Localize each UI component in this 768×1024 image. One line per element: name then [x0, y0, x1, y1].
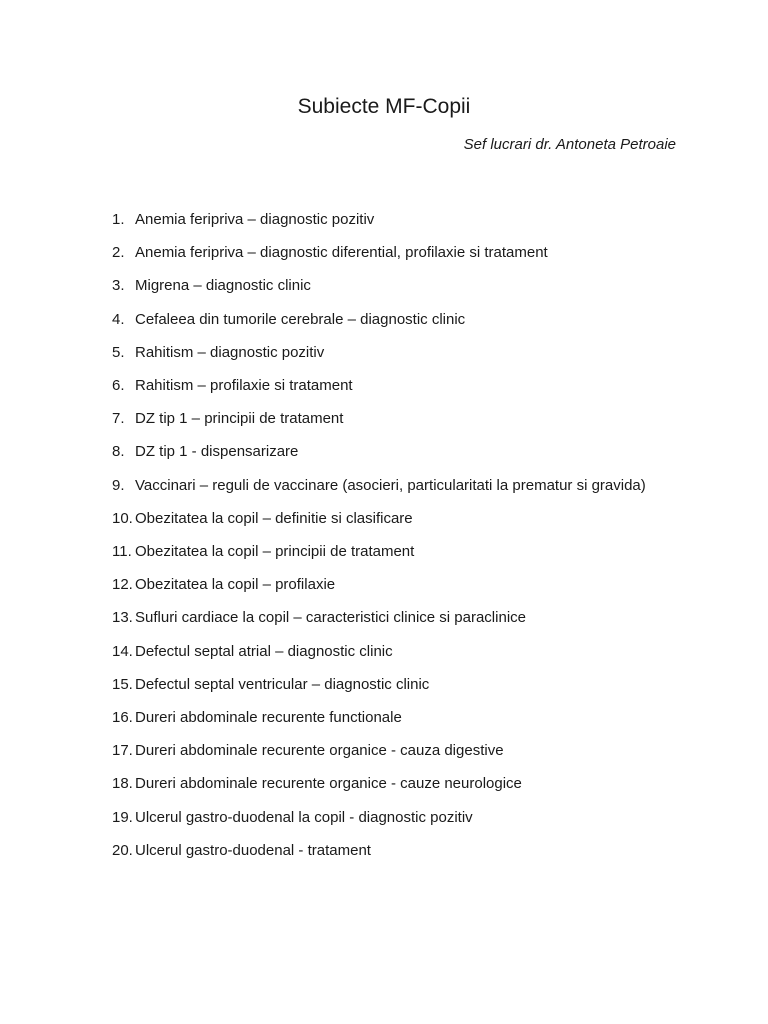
item-text: Defectul septal atrial – diagnostic clinic [135, 642, 393, 660]
list-item [112, 734, 672, 767]
item-number: 18. [112, 775, 133, 793]
item-number: 9. [112, 476, 125, 494]
item-number: 16. [112, 709, 133, 727]
item-text: DZ tip 1 – principii de tratament [135, 410, 344, 428]
item-text: Anemia feripriva – diagnostic pozitiv [135, 211, 375, 228]
item-text: Ulcerul gastro-duodenal - tratament [135, 841, 371, 859]
item-text: Rahitism – diagnostic pozitiv [135, 343, 325, 361]
item-text: Obezitatea la copil – profilaxie [135, 576, 336, 594]
list-item [112, 635, 672, 668]
list-item [112, 469, 672, 502]
item-text: DZ tip 1 - dispensarizare [135, 443, 299, 461]
item-number: 10. [112, 509, 133, 527]
item-number: 13. [112, 609, 133, 627]
item-text: Dureri abdominale recurente organice - cauza digestive [135, 742, 504, 760]
item-text: Sufluri cardiace la copil – caracteristici clinice si paraclinice [135, 609, 526, 627]
list-item [112, 402, 672, 435]
list-item [112, 502, 672, 535]
topics-list [112, 203, 672, 867]
list-item [112, 801, 672, 834]
item-text: Ulcerul gastro-duodenal la copil - diagnostic pozitiv [135, 808, 473, 826]
list-item [112, 203, 672, 236]
item-text: Defectul septal ventricular – diagnostic clinic [135, 675, 430, 693]
item-number: 1. [112, 211, 125, 228]
item-text: Rahitism – profilaxie si tratament [135, 377, 353, 395]
list-item [112, 303, 672, 336]
item-number: 3. [112, 277, 125, 295]
item-number: 12. [112, 576, 133, 594]
item-number: 4. [112, 310, 125, 328]
item-number: 8. [112, 443, 125, 461]
list-item [112, 535, 672, 568]
document-title: Subiecte MF-Copii [297, 95, 471, 118]
list-item [112, 668, 672, 701]
item-text: Vaccinari – reguli de vaccinare (asocieri, particularitati la prematur si gravida) [135, 476, 646, 494]
item-text: Dureri abdominale recurente functionale [135, 709, 402, 727]
list-item [112, 236, 672, 269]
list-item [112, 834, 672, 867]
list-item [112, 336, 672, 369]
list-item [112, 568, 672, 601]
item-number: 11. [112, 543, 132, 561]
item-number: 15. [112, 675, 133, 693]
list-item [112, 767, 672, 800]
document-author: Sef lucrari dr. Antoneta Petroaie [463, 136, 676, 153]
item-text: Dureri abdominale recurente organice - cauze neurologice [135, 775, 522, 793]
item-text: Migrena – diagnostic clinic [135, 277, 311, 295]
list-item [112, 269, 672, 302]
item-text: Obezitatea la copil – principii de tratament [135, 543, 415, 561]
item-number: 17. [112, 742, 133, 760]
item-text: Cefaleea din tumorile cerebrale – diagnostic clinic [135, 310, 466, 328]
item-text: Obezitatea la copil – definitie si clasificare [135, 509, 413, 527]
item-number: 20. [112, 841, 133, 859]
item-number: 7. [112, 410, 125, 428]
list-item [112, 601, 672, 634]
item-number: 2. [112, 244, 125, 262]
item-number: 5. [112, 343, 125, 361]
list-item [112, 435, 672, 468]
item-number: 19. [112, 808, 133, 826]
item-text: Anemia feripriva – diagnostic diferential, profilaxie si tratament [135, 244, 548, 262]
item-number: 6. [112, 377, 125, 395]
list-item [112, 701, 672, 734]
item-number: 14. [112, 642, 133, 660]
list-item [112, 369, 672, 402]
